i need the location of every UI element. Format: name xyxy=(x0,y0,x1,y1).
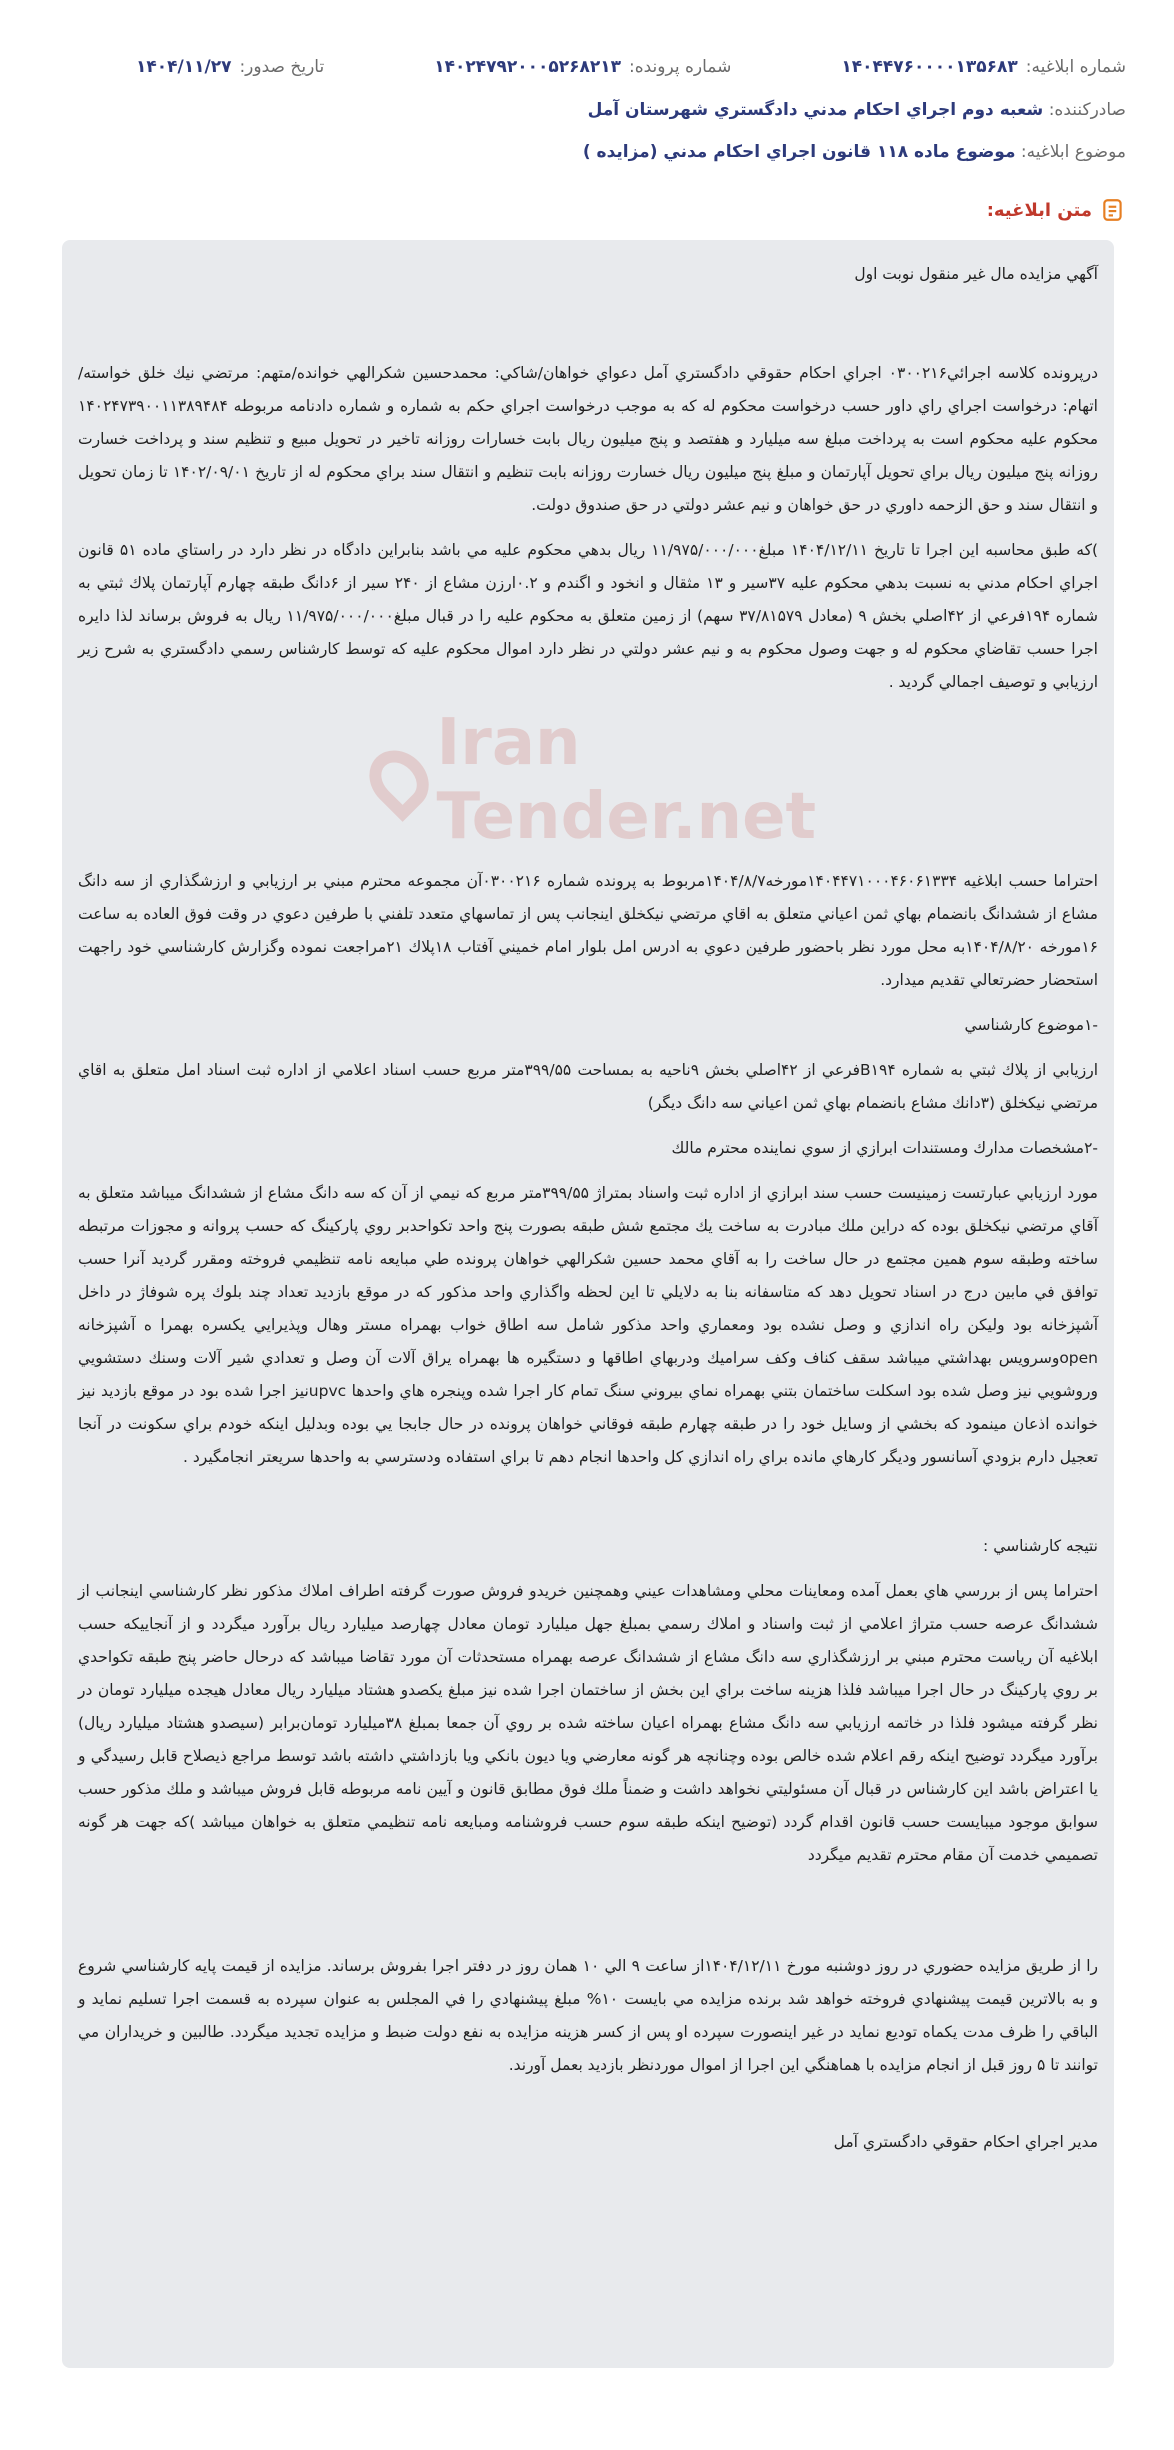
subject-value: موضوع ماده ۱۱۸ قانون اجراي احكام مدني (مزايده ) xyxy=(582,142,1016,162)
case-number-label: شماره پرونده: xyxy=(628,57,732,77)
auction-terms: را از طريق مزايده حضوري در روز دوشنبه مورخ ۱۴۰۴/۱۲/۱۱از ساعت ۹ الي ۱۰ همان روز در دفتر اجرا بفروش برساند. مزايده از قيمت پايه كارشناسي شروع و به بالاترين قيمت پيشنهادي فروخته خواهد شد برنده مزايده مي بايست ۱۰% مبلغ پيشنهادي را في المجلس به عنوان سپرده به قسمت اجرا تسليم نمايد و الباقي را ظرف مدت يكماه توديع نمايد در غير اينصورت سپرده او پس از كسر هزينه مزايده به نفع دولت ضبط و مزايده تجديد ميگردد. طالبين و خريداران مي توانند تا ۵ روز قبل از انجام مزايده با هماهنگي اين اجرا از اموال موردنظر بازديد بعمل آورند. xyxy=(78,1957,1098,2074)
expert-result-heading: نتيجه كارشناسي : xyxy=(983,1537,1098,1555)
case-summary: درپرونده كلاسه اجرائي۰۳۰۰۲۱۶ اجراي احكام حقوقي دادگستري آمل دعواي خواهان/شاكي: محمدحسين شكرالهي خوانده/متهم: مرتضي نيك خلق خواسته/اتهام: درخواست اجراي راي داور حسب درخواست محكوم له كه به موجب درخواست اجراي حكم به شماره و شماره دادنامه مربوطه ۱۴۰۲۴۷۳۹۰۰۱۱۳۸۹۴۸۴ محكوم عليه محكوم است به پرداخت مبلغ سه ميليارد و هفتصد و پنج ميليون ريال بابت خسارات روزانه تاخير در تحويل مبيع و تنظيم سند و پرداخت خسارت روزانه پنج ميليون ريال براي تحويل آپارتمان و مبلغ پنج ميليون ريال خسارت روزانه بابت تنظيم و انتقال سند براي محكوم له از تاريخ ۱۴۰۲/۰۹/۰۱ تا زمان تحويل و انتقال سند و حق الزحمه داوري در حق خواهان و نيم عشر دولتي در حق صندوق دولت. xyxy=(78,364,1099,514)
issue-date xyxy=(136,57,324,77)
expertise-subject: ارزيابي از پلاك ثبتي به شماره B۱۹۴فرعي از ۴۲اصلي بخش ۹ناحيه به بمساحت ۳۹۹/۵۵متر مربع حسب اسناد اعلامي از اداره ثبت اسناد امل متعلق به اقاي مرتضي نيكخلق (۳دانك مشاع بانضمام بهاي ثمن اعياني سه دانگ ديگر) xyxy=(78,1061,1099,1112)
auction-title: آگهي مزايده مال غير منقول نوبت اول xyxy=(854,265,1098,283)
watermark-text: Iran Tender.net xyxy=(436,706,817,854)
documents-heading: -۲مشخصات مدارك ومستندات ابرازي از سوي نماينده محترم مالك xyxy=(671,1139,1098,1157)
expert-result: احتراما پس از بررسي هاي بعمل آمده ومعاينات محلي ومشاهدات عيني وهمچنين خريدو فروش صورت گرفته اطراف املاك مذكور نظر كارشناسي اينجانب از ششدانگ عرصه حسب متراژ اعلامي از ثبت واسناد و املاك رسمي بمبلغ جهل ميليارد تومان معادل چهارصد ميليارد ريال برآورد ميگردد و از آنجاييكه حسب ابلاغيه آن رياست محترم مبني بر ارزشگذاري سه دانگ مشاع از ششدانگ عرصه بهمراه مستحدثات آن مورد تقاضا ميباشد كه درحال حاضر پنج طبقه تكواحدي بر روي پاركينگ در حال اجرا ميباشد فلذا هزينه ساخت براي اين بخش از ساختمان اجرا شده نيز مبلغ يكصدو هشتاد ميليارد ريال معادل هيجده ميليارد تومان در نظر گرفته ميشود فلذا در خاتمه ارزيابي سه دانگ مشاع بهمراه اعيان ساخته شده بر روي آن جمعا بمبلغ ۳۸ميليارد تومان‌برابر (سيصدو هشتاد ميليارد ريال) برآورد ميگردد توضيح اينكه رقم اعلام شده خالص بوده وچنانچه هر گونه معارضي ويا ديون بانكي ويا بازداشتي داشته باشد توسط مراجع ذيصلاح قابل رسيدگي و يا اعتراض باشد اين كارشناس در قبال آن مسئوليتي نخواهد داشت و ضمناً ملك فوق مطابق قانون و آيين نامه مربوطه قابل فروش ميباشد و ملك مذكور حسب سوابق موجود ميبايست حسب قانون اقدام گردد (توضيح اينكه طبقه سوم حسب فروشنامه ومبايعه نامه تنظيمي متعلق به خواهان ميباشد )كه جهت هر گونه تصميمي خدمت آن مقام محترم تقديم ميگردد xyxy=(78,1582,1098,1864)
meta-row xyxy=(48,57,1126,77)
notice-number-value: ۱۴۰۴۴۷۶۰۰۰۰۱۳۵۶۸۳ xyxy=(841,57,1018,77)
issue-date-value: ۱۴۰۴/۱۱/۲۷ xyxy=(136,57,232,77)
issuer-label: صادرکننده: xyxy=(1048,100,1126,120)
issuer-row xyxy=(48,100,1126,120)
notice-number-label: شماره ابلاغيه: xyxy=(1025,57,1126,77)
issuer-value: شعبه دوم اجراي احكام مدني دادگستري شهرستان آمل xyxy=(587,100,1044,120)
subject-row xyxy=(48,142,1126,162)
notice-text-heading xyxy=(987,197,1126,223)
subject-label: موضوع ابلاغيه: xyxy=(1020,142,1126,162)
signature: مدير اجراي احكام حقوقي دادگستري آمل xyxy=(833,2133,1098,2151)
case-number-value: ۱۴۰۲۴۷۹۲۰۰۰۵۲۶۸۲۱۳ xyxy=(434,57,621,77)
issue-date-label: تاريخ صدور: xyxy=(239,57,325,77)
notice-number xyxy=(841,57,1126,77)
expert-report-intro: احتراما حسب ابلاغيه ۱۴۰۴۴۷۱۰۰۰۴۶۰۶۱۳۳۴مورخه۱۴۰۴/۸/۷مربوط به پرونده شماره ۰۳۰۰۲۱۶آن مجموعه محترم مبني بر ارزيابي و ارزشگذاري از سه دانگ مشاع از ششدانگ بانضمام بهاي ثمن اعياني متعلق به اقاي مرتضي نيكخلق اينجانب پس از تماسهاي متعدد تلفني با طرفين دعوي در وقت فوق العاده به ساعت ۱۶مورخه ۱۴۰۴/۸/۲۰به محل مورد نظر باحضور طرفين دعوي به ادرس امل بلوار امام خميني آفتاب ۱۸پلاك ۲۱مراجعت نموده وگزارش كارشناسي خود راجهت استحضار حضرتعالي تقديم ميدارد. xyxy=(78,872,1098,989)
case-number xyxy=(434,57,731,77)
document-icon xyxy=(1100,197,1126,223)
property-description: مورد ارزيابي عبارتست زمينيست حسب سند ابرازي از اداره ثبت واسناد بمتراژ ۳۹۹/۵۵متر مربع كه نيمي از آن كه سه دانگ مشاع از ششدانگ ميباشد متعلق به آقاي مرتضي نيكخلق بوده كه دراين ملك مبادرت به ساخت يك مجتمع شش طبقه بصورت پنج واحد تكواحدبر روي پاركينگ كه حسب پروانه و مجوزات مرتبطه ساخته وطبقه سوم همين مجتمع در حال ساخت را به آقاي محمد حسين شكرالهي خواهان پرونده طي مبايعه نامه تنظيمي فروخته ومقرر گرديد آنرا حسب توافق في مابين درج در اسناد تحويل دهد كه متاسفانه بنا به دلايلي تا اين لحظه واگذاري واحد مذكور كه در موقع بازديد تعداد چند بلوك پره شوفاژ در داخل آشپزخانه بود وليكن راه اندازي و وصل نشده بود ومعماري واحد مذكور شامل سه اطاق خواب بهمراه مستر وهال وپذيرايي يكسره بهمرا ه آشپزخانه openوسرويس بهداشتي ميباشد سقف كناف وكف سراميك ودربهاي اطاقها و دستگيره ها بهمراه يراق آلات آن وصل و تعدادي شير آلات وسنك دستشويي وروشويي نيز وصل شده بود اسكلت ساختمان بتني بهمراه نماي بيروني سنگ تمام كار اجرا شده وپنجره هاي واحدها upvcنيز اجرا شده بود در موقع بازديد نيز خوانده اذعان مينمود كه بخشي از وسايل خود را در طبقه چهارم طبقه فوقاني خواهان پرونده در حال جابجا يي بوده وبدليل اينكه خودم براي سكونت در آنجا تعجيل دارم بزودي آسانسور وديگر كارهاي مانده براي راه اندازي كل واحدها انجام دهم تا براي استفاده ودسترسي به واحدها سريعتر انجامگيرد . xyxy=(78,1184,1098,1466)
expertise-subject-heading: -۱موضوع كارشناسي xyxy=(964,1016,1098,1034)
notice-body xyxy=(62,240,1114,2368)
debt-calculation: )كه طبق محاسبه اين اجرا تا تاريخ ۱۴۰۴/۱۲/۱۱ مبلغ۱۱/۹۷۵/۰۰۰/۰۰۰ ريال بدهي محكوم عليه مي باشد بنابراين دادگاه در نظر دارد در راستاي ماده ۵۱ قانون اجراي احكام مدني به نسبت بدهي محكوم عليه ۳۷سير و ۱۳ مثقال و انخود و اگندم و ۰.۲ارزن مشاع از ۲۴۰ سير از ۶دانگ طبقه چهارم آپارتمان پلاك ثبتي به شماره ۱۹۴فرعي از ۴۲اصلي بخش ۹ (معادل ۳۷/۸۱۵۷۹ سهم) از زمين متعلق به محكوم عليه را در قبال مبلغ۱۱/۹۷۵/۰۰۰/۰۰۰ ريال به فروش برساند لذا دايره اجرا حسب تقاضاي محكوم له و جهت وصول محكوم به و نيم عشر دولتي در نظر دارد اموال محكوم عليه كه توسط كارشناس رسمي دادگستري به شرح زير ارزيابي و توصيف اجمالي گرديد . xyxy=(78,541,1098,691)
notice-text-title: متن ابلاغيه: xyxy=(986,199,1092,221)
